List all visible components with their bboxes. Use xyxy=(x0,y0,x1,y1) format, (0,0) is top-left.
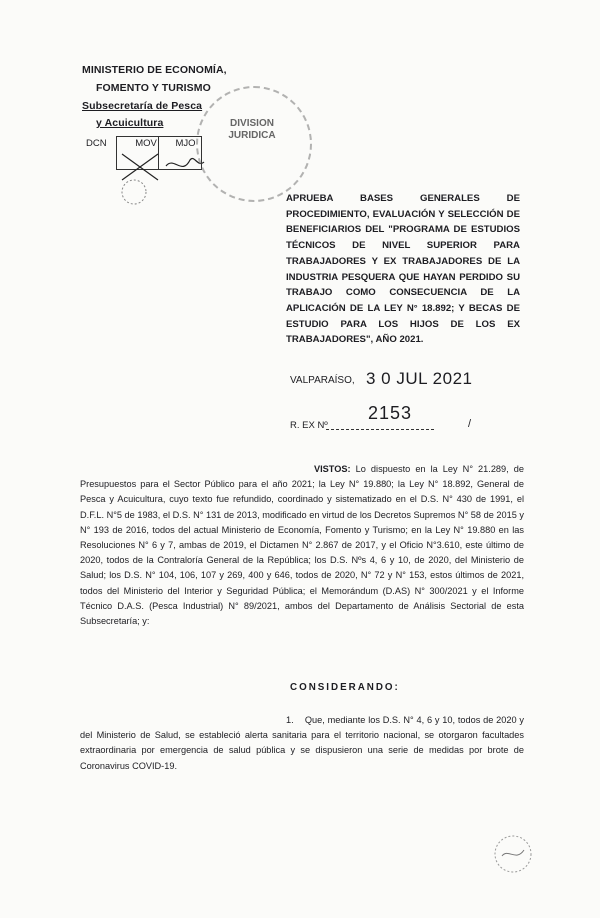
routing-dcn: DCN xyxy=(86,138,107,149)
considerando-item-1 xyxy=(80,713,524,774)
vistos-text: Lo dispuesto en la Ley N° 21.289, de Presupuestos para el Sector Público para el año 2021; la Ley N° 19.880; la Ley N° 18.892, General de Pesca y Acuicultura, cuyo texto fue refundido, coordinado y sistematizado en el D.S. N° 430 de 1991, el D.F.L. N°5 de 1983, el D.S. N° 131 de 2013, modificado en virtud de los Decretos Supremos N° 58 de 2015 y N° 193 de 2016, todos del actual Ministerio de Economía, Fomento y Turismo; en la Ley N° 19.880 en las Resoluciones N° 6 y 7, ambas de 2019, el Dictamen N° 2.867 de 2017, y el Oficio N°3.610, este último de 2020, todos de la Contraloría General de la República; los D.S. Nºs 4, 6 y 10, de 2020, del Ministerio de Salud; los D.S. N° 104, 106, 107 y 269, 400 y 646, todos de 2020, N° 72 y N° 153, estos últimos de 2021, todos del Ministerio del Interior y Seguridad Pública; el Memorándum (D.AS) N° 300/2021 y el Informe Técnico D.A.S. (Pesca Industrial) N° 89/2021, ambos del Departamento de Análisis Sectorial de esta Subsecretaría; y: xyxy=(80,464,524,627)
resolution-number: 2153 xyxy=(368,403,413,423)
item-text: Que, mediante los D.S. N° 4, 6 y 10, todos de 2020 y del Ministerio de Salud, se estableció alerta sanitaria para el territorio nacional, se otorgaron facultades extraordinaria por emergencia de salud pública y se dispusieron una serie de medidas por brote de Coronavirus COVID-19. xyxy=(80,715,524,771)
routing-mjo: MJO xyxy=(175,138,196,149)
juridica-stamp xyxy=(196,86,312,202)
document-title: APRUEBA BASES GENERALES DE PROCEDIMIENTO, EVALUACIÓN Y SELECCIÓN DE BENEFICIARIOS DEL "PROGRAMA DE ESTUDIOS TÉCNICOS DE NIVEL SUPERIOR PARA TRABAJADORES Y EX TRABAJADORES DE LA INDUSTRIA PESQUERA QUE HAYAN PERDIDO SU TRABAJO COMO CONSECUENCIA DE LA APLICACIÓN DE LA LEY N° 18.892; Y BECAS DE ESTUDIO PARA LOS HIJOS DE LOS EX TRABAJADORES", AÑO 2021. xyxy=(286,193,520,346)
subsecretaria-name xyxy=(82,100,202,112)
juridica-stamp-text: DIVISION JURIDICA xyxy=(228,118,276,141)
subsecretaria-subline: y Acuicultura xyxy=(96,117,164,129)
signature-scribble xyxy=(118,150,208,210)
subsecretaria-subname xyxy=(96,117,163,129)
page-stamp-mark xyxy=(490,826,536,882)
routing-mov: MOV xyxy=(135,138,157,149)
routing-row xyxy=(86,138,202,149)
date-stamp: 3 0 JUL 2021 xyxy=(366,369,473,388)
vistos-paragraph xyxy=(80,462,524,629)
vistos-label: VISTOS: xyxy=(314,464,351,474)
city: VALPARAÍSO, xyxy=(290,375,355,386)
ministry-subname: FOMENTO Y TURISMO xyxy=(96,82,211,94)
item-number: 1. xyxy=(286,715,294,725)
ministry-name: MINISTERIO DE ECONOMÍA, xyxy=(82,64,227,76)
considerando-heading: CONSIDERANDO: xyxy=(290,682,400,693)
resolution-slash: / xyxy=(468,418,472,430)
resolution-line xyxy=(326,429,434,430)
subsecretaria-line: Subsecretaría de Pesca xyxy=(82,100,203,112)
resolution-label: R. EX Nº xyxy=(290,420,328,431)
